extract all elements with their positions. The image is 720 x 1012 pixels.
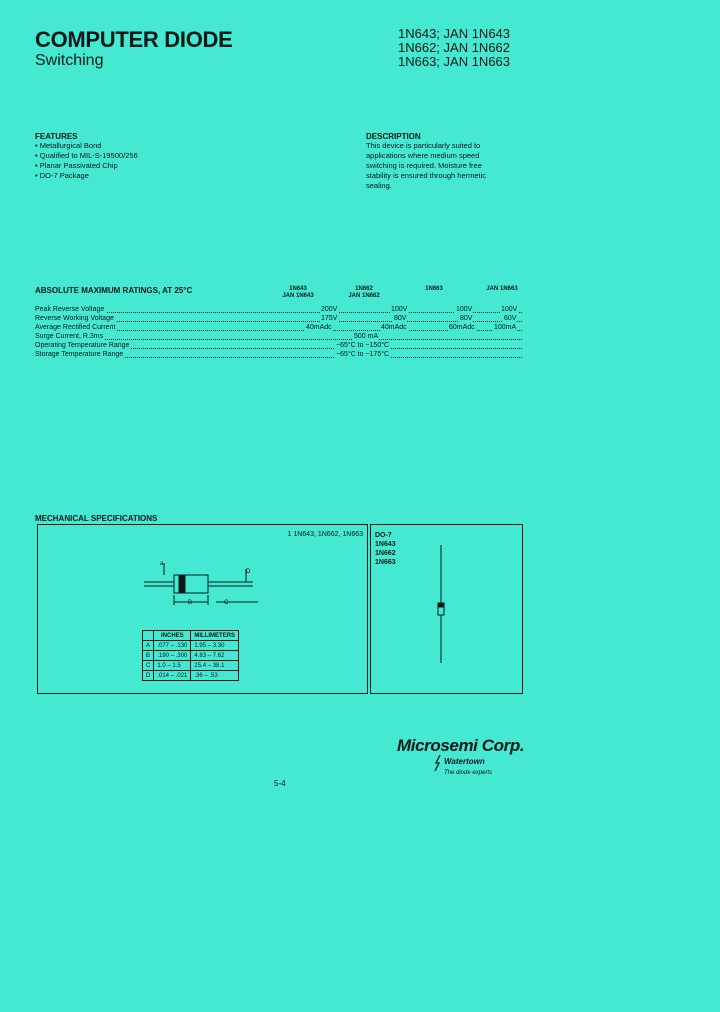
ratings-row [35, 342, 522, 351]
description-heading: DESCRIPTION [366, 132, 421, 141]
table-cell: 4.83 – 7.62 [191, 651, 239, 661]
ratings-row [35, 324, 522, 333]
column-header-line: JAN 1N643 [282, 293, 314, 299]
company-location: Watertown [444, 757, 485, 766]
table-cell: D [143, 671, 154, 681]
package-drawing-box [370, 524, 523, 694]
rating-value: 100V [501, 306, 518, 313]
rating-value: 40mAdc [306, 324, 332, 331]
rating-label: Surge Current, R.3ms [35, 333, 104, 340]
package-part: 1N663 [375, 559, 396, 566]
table-cell: 1.0 – 1.5 [154, 661, 191, 671]
feature-item: • Planar Passivated Chip [35, 161, 118, 170]
ratings-column-header [278, 286, 318, 300]
feature-item: • DO-7 Package [35, 171, 89, 180]
mechanical-heading: MECHANICAL SPECIFICATIONS [35, 514, 158, 523]
dim-label-b: B [188, 600, 193, 606]
table-cell: .077 – .130 [154, 641, 191, 651]
ratings-column-header [414, 286, 454, 293]
features-heading: FEATURES [35, 132, 78, 141]
table-row [143, 651, 239, 661]
features-section [35, 132, 138, 181]
table-cell: .190 – .300 [154, 651, 191, 661]
table-cell: 1.95 – 3.30 [191, 641, 239, 651]
rating-value: 80V [394, 315, 407, 322]
package-part: 1N643 [375, 541, 396, 548]
package-info [375, 531, 396, 567]
description-line: switching is required. Moisture free [366, 161, 482, 170]
package-part: 1N662 [375, 550, 396, 557]
column-header-line: JAN 1N662 [348, 293, 380, 299]
table-header [143, 631, 154, 641]
description-line: stability is ensured through hermetic [366, 171, 487, 180]
rating-value: −65°C to −175°C [336, 351, 390, 358]
part-number-line: 1N663; JAN 1N663 [398, 54, 511, 69]
ratings-column-header [344, 286, 384, 300]
rating-value: 200V [321, 306, 338, 313]
part-number-line: 1N662; JAN 1N662 [398, 40, 511, 55]
table-row [143, 631, 239, 641]
column-header-line: 1N662 [355, 286, 373, 292]
company-logo: Microsemi Corp. [397, 736, 525, 755]
table-row [143, 661, 239, 671]
page-number: 5-4 [274, 779, 286, 788]
mechanical-drawing-box [37, 524, 368, 694]
dim-label-c: C [224, 600, 229, 606]
page-title: COMPUTER DIODE [35, 27, 233, 52]
table-header: MILLIMETERS [191, 631, 239, 641]
rating-value: 500 mA [354, 333, 379, 340]
part-number-line: 1N643; JAN 1N643 [398, 26, 511, 41]
company-tagline: The diode experts [444, 770, 493, 776]
package-type: DO-7 [375, 532, 392, 539]
column-header-line: 1N663 [425, 286, 443, 292]
rating-value: 60V [504, 315, 517, 322]
feature-item: • Qualified to MIL-S-19500/256 [35, 151, 138, 160]
rating-value: 100mA [494, 324, 517, 331]
table-header: INCHES [154, 631, 191, 641]
table-cell: 25.4 – 38.1 [191, 661, 239, 671]
rating-label: Reverse Working Voltage [35, 315, 114, 322]
table-cell: .36 – .53 [191, 671, 239, 681]
dim-label-a: a [160, 561, 164, 567]
column-header-line: 1N643 [289, 286, 307, 292]
table-row [143, 641, 239, 651]
dim-label-d: D [246, 569, 251, 575]
description-line: This device is particularly suited to [366, 141, 481, 150]
page-subtitle: Switching [35, 52, 104, 69]
ratings-row [35, 306, 522, 315]
description-line: sealing. [366, 181, 392, 190]
rating-value: 80V [460, 315, 473, 322]
description-section [366, 132, 486, 191]
table-cell: A [143, 641, 154, 651]
rating-label: Storage Temperature Range [35, 351, 124, 358]
ratings-row [35, 333, 522, 342]
rating-value: 100V [391, 306, 408, 313]
lightning-bolt-icon [434, 755, 442, 771]
column-header-line: JAN 1N663 [486, 286, 518, 292]
table-row [143, 671, 239, 681]
description-line: applications where medium speed [366, 151, 480, 160]
rating-value: 40mAdc [381, 324, 407, 331]
rating-label: Peak Reverse Voltage [35, 306, 105, 313]
table-cell: B [143, 651, 154, 661]
ratings-row [35, 315, 522, 324]
rating-value: 175V [321, 315, 338, 322]
ratings-row [35, 351, 522, 360]
ratings-column-header [480, 286, 524, 293]
ratings-heading: ABSOLUTE MAXIMUM RATINGS, AT 25°C [35, 286, 193, 295]
feature-item: • Metallurgical Bond [35, 141, 102, 150]
dimensions-table [142, 630, 239, 681]
table-cell: C [143, 661, 154, 671]
rating-value: −65°C to −150°C [336, 342, 390, 349]
part-numbers [398, 27, 510, 69]
rating-value: 60mAdc [449, 324, 475, 331]
rating-label: Average Rectified Current [35, 324, 116, 331]
drawing-box-title: 1 1N643, 1N662, 1N663 [287, 531, 363, 538]
table-cell: .014 – .021 [154, 671, 191, 681]
diode-package-drawing [433, 545, 449, 665]
rating-label: Operating Temperature Range [35, 342, 130, 349]
rating-value: 100V [456, 306, 473, 313]
